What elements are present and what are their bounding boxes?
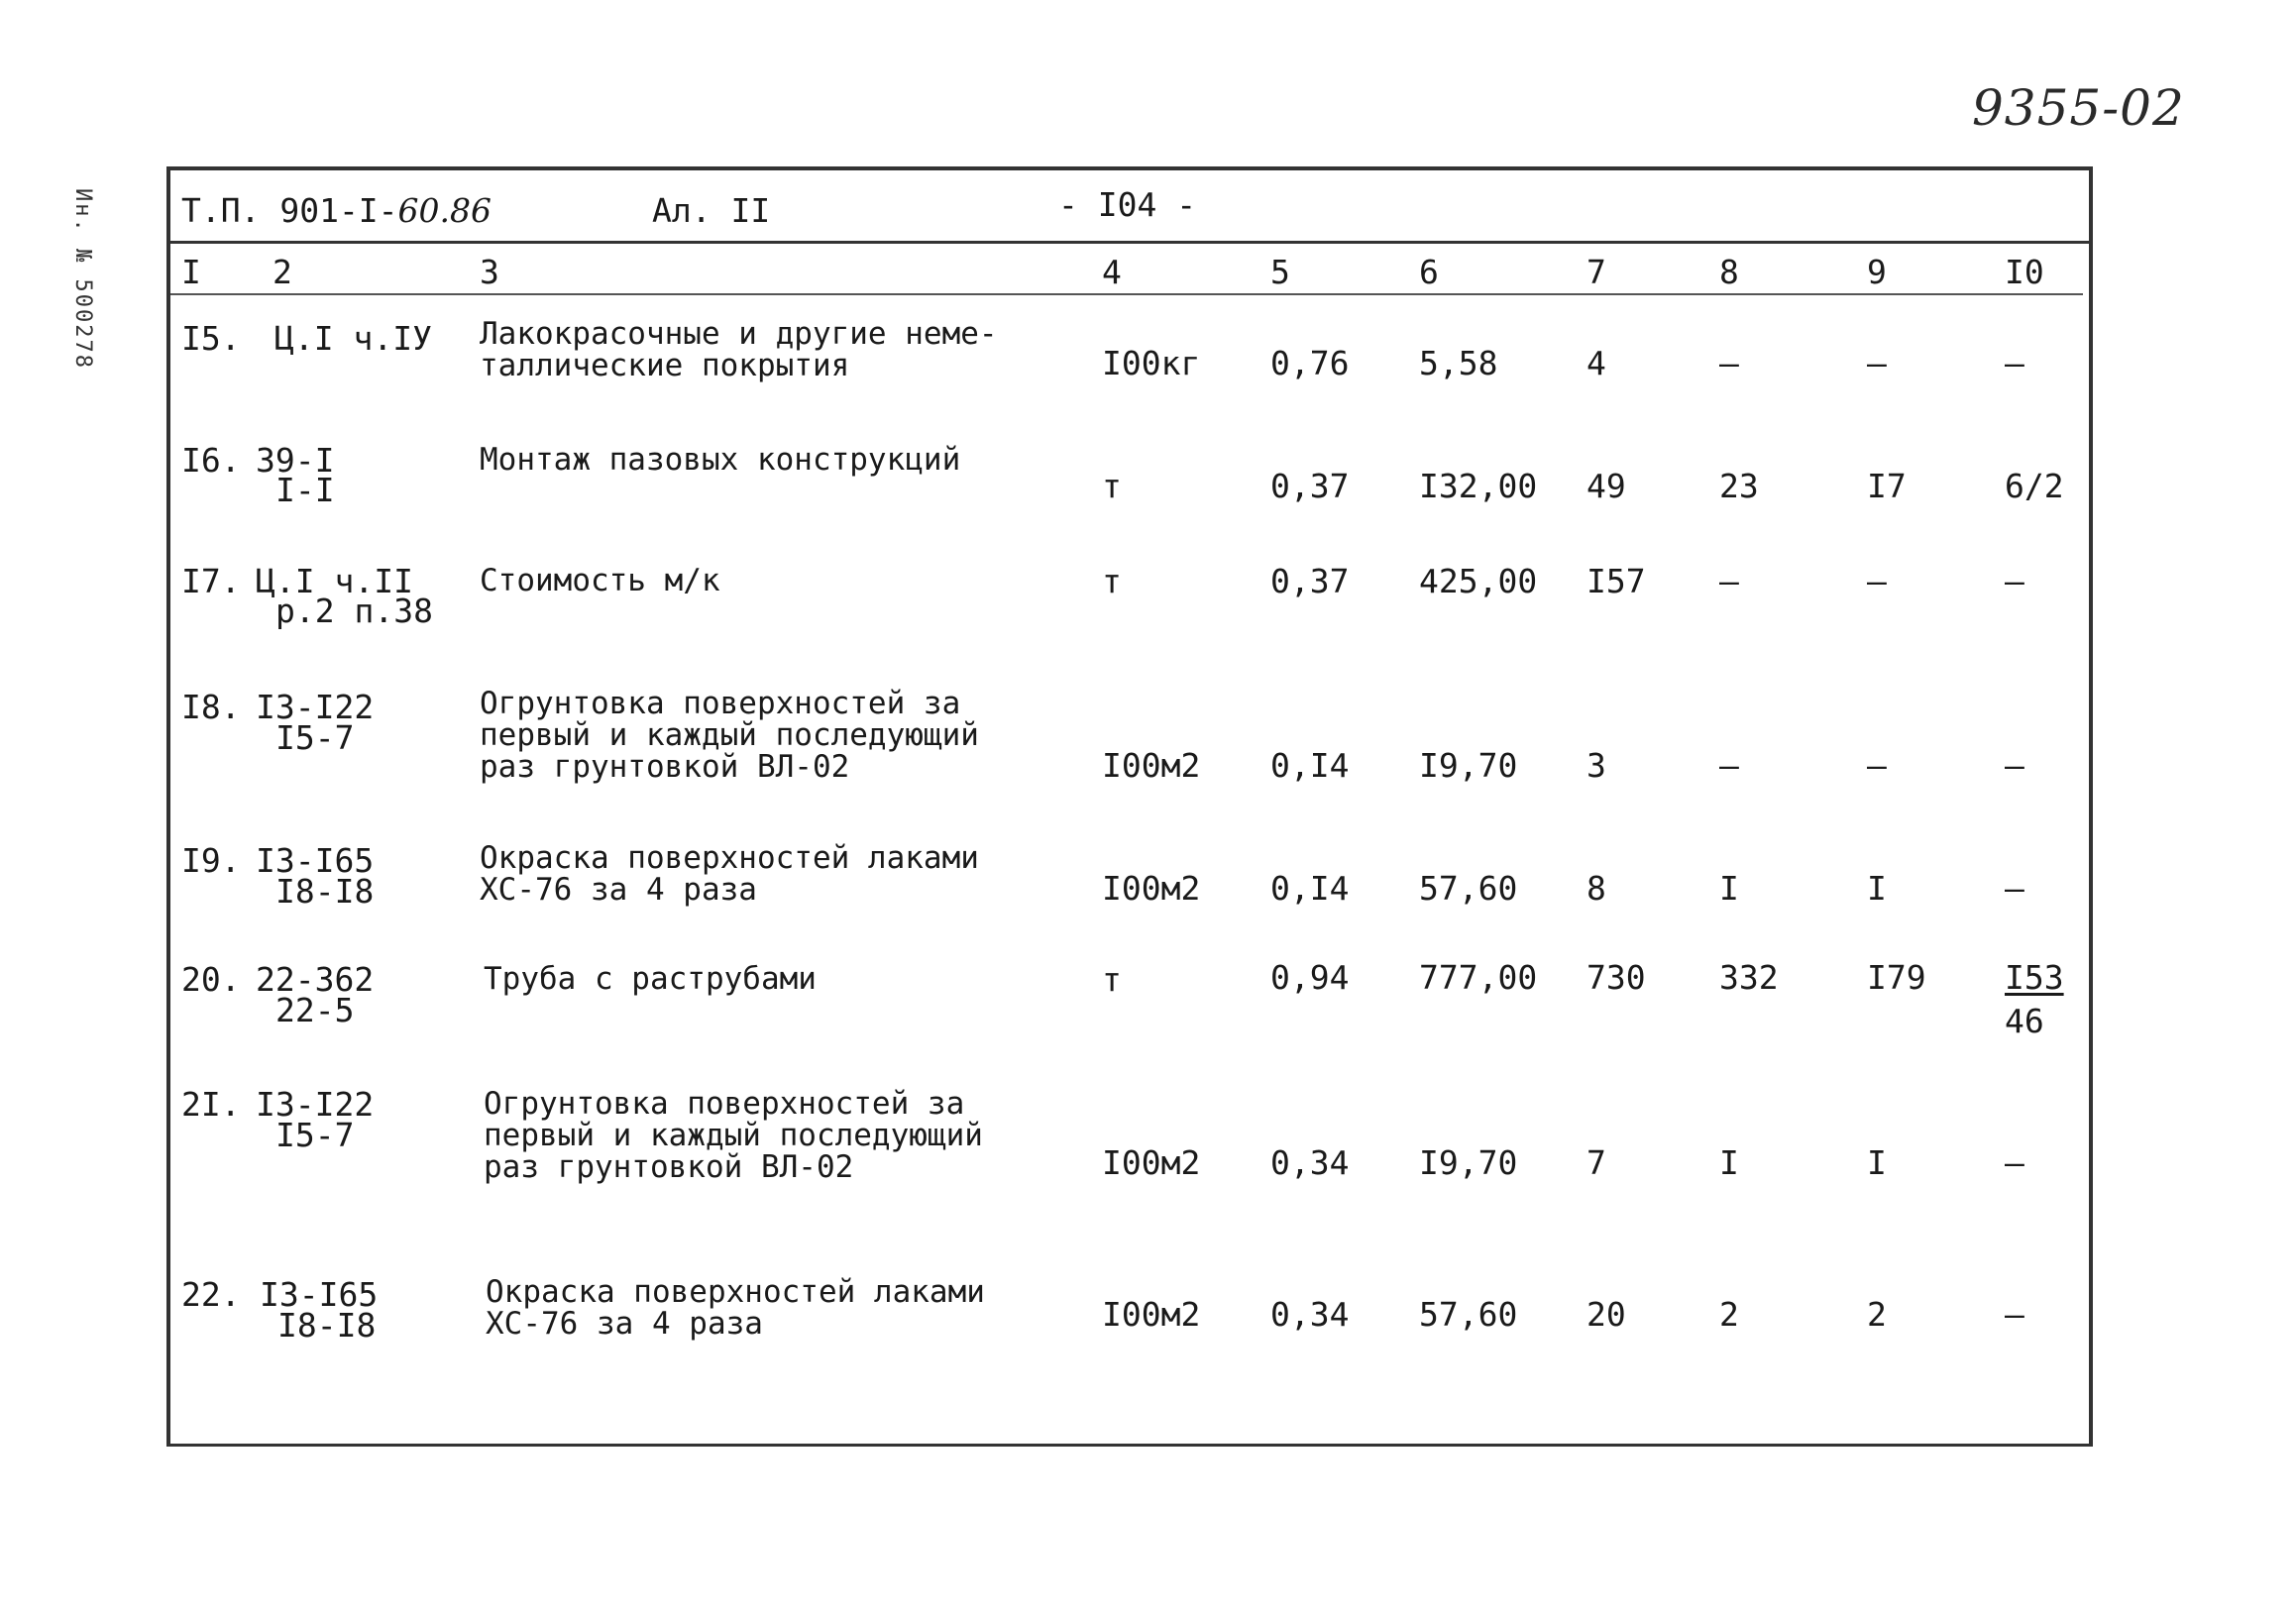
rate-code-sub: 22-5	[275, 991, 355, 1029]
col-7-value: 730	[1586, 958, 1646, 997]
col-9-value: –	[1867, 746, 1887, 785]
quantity: 0,94	[1270, 958, 1350, 997]
col-9-value: I	[1867, 1143, 1887, 1182]
col-num-9: 9	[1867, 253, 1887, 291]
item-name: Труба с раструбами	[484, 961, 817, 997]
col-7-value: I57	[1586, 562, 1646, 600]
unit-price: 5,58	[1419, 344, 1498, 382]
unit-price: I32,00	[1419, 467, 1538, 505]
unit-price: 777,00	[1419, 958, 1538, 997]
item-name: Огрунтовка поверхностей за первый и каждый последующий раз грунтовкой ВЛ-02	[480, 686, 979, 785]
col-8-value: –	[1719, 562, 1739, 600]
quantity: 0,37	[1270, 467, 1350, 505]
unit: I00м2	[1102, 746, 1201, 785]
col-10-denominator: 46	[2005, 1002, 2044, 1040]
col-num-10: I0	[2005, 253, 2044, 291]
col-9-value: I	[1867, 869, 1887, 908]
col-7-value: 4	[1586, 344, 1606, 382]
unit-price: 425,00	[1419, 562, 1538, 600]
rate-code: Ц.I ч.IУ	[274, 319, 432, 358]
col-7-value: 7	[1586, 1143, 1606, 1182]
row-number: 22.	[181, 1275, 241, 1314]
item-name: Окраска поверхностей лаками ХС-76 за 4 раза	[480, 840, 979, 908]
side-inventory-note: Ин. № 500278	[70, 188, 95, 370]
unit-price: I9,70	[1419, 746, 1518, 785]
col-num-2: 2	[273, 253, 292, 291]
row-number: I6.	[181, 441, 241, 480]
corner-handwritten-mark: 9355-02	[1972, 79, 2185, 137]
unit-price: 57,60	[1419, 869, 1518, 908]
col-10-value: –	[2005, 562, 2024, 600]
col-10-value: –	[2005, 869, 2024, 908]
col-8-value: I	[1719, 869, 1739, 908]
col-10-value: –	[2005, 1295, 2024, 1334]
quantity: 0,37	[1270, 562, 1350, 600]
col-10-value: –	[2005, 344, 2024, 382]
col-9-value: I79	[1867, 958, 1926, 997]
quantity: 0,76	[1270, 344, 1350, 382]
col-8-value: –	[1719, 344, 1739, 382]
rate-code: Ц.I ч.II	[256, 562, 413, 600]
doc-code-printed: Т.П. 901-I-	[181, 191, 398, 230]
col-num-4: 4	[1102, 253, 1122, 291]
quantity: 0,34	[1270, 1295, 1350, 1334]
row-number: 2I.	[181, 1085, 241, 1124]
col-9-value: I7	[1867, 467, 1907, 505]
unit: I00м2	[1102, 1143, 1201, 1182]
col-10-value: –	[2005, 746, 2024, 785]
rate-code-sub: I5-7	[275, 1116, 355, 1154]
col-num-6: 6	[1419, 253, 1439, 291]
rate-code: I3-I65	[256, 841, 375, 880]
page-number: - I04 -	[1058, 185, 1197, 224]
rate-code: I3-I22	[256, 1085, 375, 1124]
col-8-value: 2	[1719, 1295, 1739, 1334]
rate-code-sub: I-I	[275, 471, 335, 509]
row-number: I9.	[181, 841, 241, 880]
col-7-value: 8	[1586, 869, 1606, 908]
item-name: Окраска поверхностей лаками ХС-76 за 4 раза	[486, 1274, 985, 1342]
rate-code-sub: I8-I8	[277, 1306, 377, 1345]
unit: I00м2	[1102, 1295, 1201, 1334]
rate-code: I3-I65	[260, 1275, 379, 1314]
col-7-value: 49	[1586, 467, 1626, 505]
quantity: 0,34	[1270, 1143, 1350, 1182]
item-name: Огрунтовка поверхностей за первый и каждый последующий раз грунтовкой ВЛ-02	[484, 1086, 983, 1185]
header-divider	[166, 241, 2093, 244]
row-number: 20.	[181, 960, 241, 999]
quantity: 0,I4	[1270, 869, 1350, 908]
item-name: Лакокрасочные и другие неме- таллические покрытия	[480, 316, 998, 383]
row-number: I5.	[181, 319, 241, 358]
album-label: Ал. II	[652, 191, 771, 230]
col-num-5: 5	[1270, 253, 1290, 291]
item-name: Монтаж пазовых конструкций	[480, 442, 961, 478]
item-name: Стоимость м/к	[480, 563, 720, 598]
column-number-divider	[170, 293, 2083, 295]
col-10-value: –	[2005, 1143, 2024, 1182]
col-8-value: I	[1719, 1143, 1739, 1182]
col-7-value: 3	[1586, 746, 1606, 785]
unit-price: 57,60	[1419, 1295, 1518, 1334]
rate-code-sub: I5-7	[275, 718, 355, 757]
unit-price: I9,70	[1419, 1143, 1518, 1182]
rate-code: 39-I	[256, 441, 335, 480]
rate-code-sub: I8-I8	[275, 872, 375, 911]
quantity: 0,I4	[1270, 746, 1350, 785]
unit: т	[1102, 467, 1122, 505]
col-8-value: –	[1719, 746, 1739, 785]
col-8-value: 23	[1719, 467, 1759, 505]
doc-code	[181, 191, 492, 230]
col-num-8: 8	[1719, 253, 1739, 291]
col-num-3: 3	[480, 253, 499, 291]
row-number: I7.	[181, 562, 241, 600]
row-number: I8.	[181, 688, 241, 726]
col-num-1: I	[181, 253, 201, 291]
unit: т	[1102, 960, 1122, 999]
rate-code: I3-I22	[256, 688, 375, 726]
unit: I00кг	[1102, 344, 1201, 382]
col-9-value: –	[1867, 562, 1887, 600]
unit: I00м2	[1102, 869, 1201, 908]
col-9-value: –	[1867, 344, 1887, 382]
col-8-value: 332	[1719, 958, 1779, 997]
rate-code-sub: р.2 п.38	[275, 592, 433, 630]
doc-code-handwritten: 60.86	[397, 191, 492, 230]
col-num-7: 7	[1586, 253, 1606, 291]
unit: т	[1102, 562, 1122, 600]
rate-code: 22-362	[256, 960, 375, 999]
col-9-value: 2	[1867, 1295, 1887, 1334]
col-7-value: 20	[1586, 1295, 1626, 1334]
col-10-numerator: I53	[2005, 958, 2064, 997]
col-10-value: 6/2	[2005, 467, 2064, 505]
